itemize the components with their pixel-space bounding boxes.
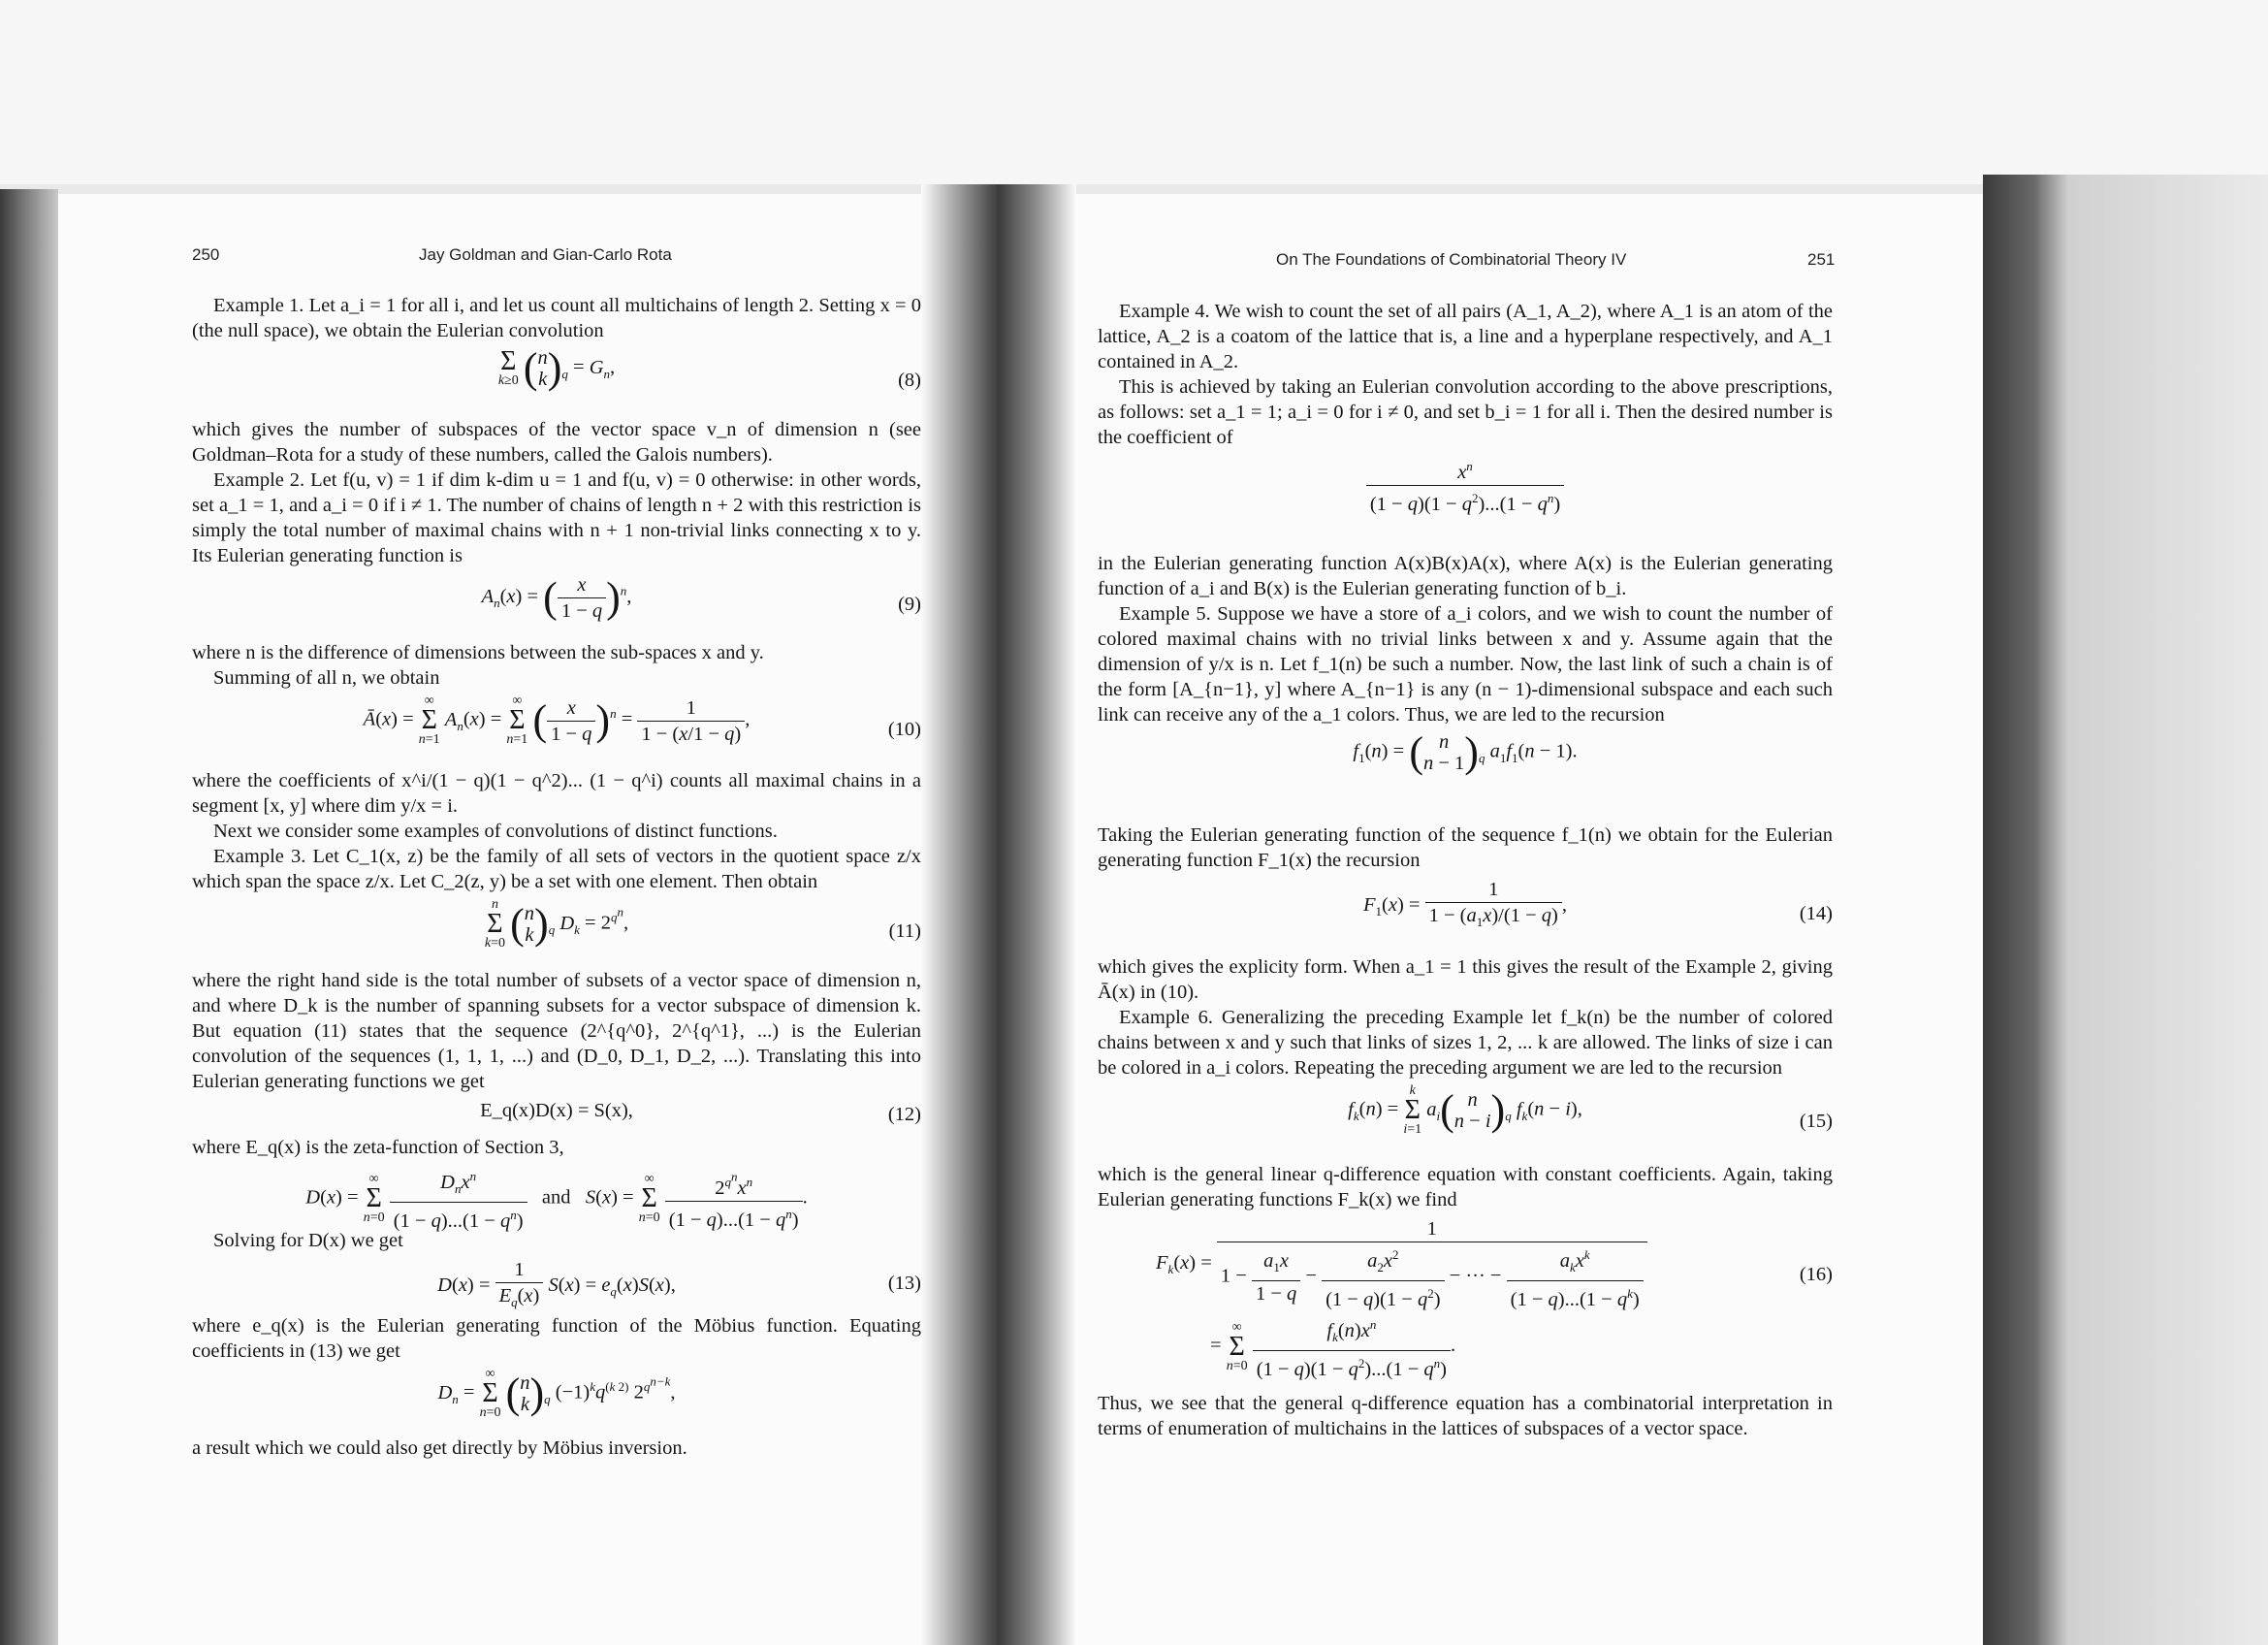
paragraph: where e_q(x) is the Eulerian generating function of the Möbius function. Equating coefficients in (13) we get: [192, 1315, 921, 1362]
paragraph: which gives the number of subspaces of the vector space v_n of dimension n (see Goldman–Rota for a study of these numbers, called the Galois numbers).: [192, 419, 921, 466]
left-page-number: 250: [192, 245, 220, 264]
paragraph: Example 4. We wish to count the set of all pairs (A_1, A_2), where A_1 is an atom of the lattice, A_2 is a coatom of the lattice that is, a line and a hyperplane respectively, and A_1 contained in A_2.: [1098, 301, 1833, 372]
equation-body: $f_1(n)$ = ( n $n - 1)_q$ $a_1f_1(n - 1)$.: [1353, 728, 1578, 776]
paragraph: where n is the difference of dimensions between the sub-spaces x and y.: [192, 642, 764, 663]
left-text-column: [192, 293, 921, 1461]
paragraph: which gives the explicity form. When a_1 = 1 this gives the result of the Example 2, giving Ā(x) in (10).: [1098, 956, 1833, 1003]
paragraph: which is the general linear q-difference equation with constant coefficients. Again, taking Eulerian generating functions F_k(x) we find: [1098, 1164, 1833, 1210]
right-page-number: 251: [1807, 250, 1836, 269]
equation-body: $F_k(x)$ = 1 1 − $\frac{a_1x}{1 - q}$ − $\frac{a_2x^2}{(1 - q)(1 - q^2)}$ − ··· − $\frac{a_kx^k}{(1 - q)...(1 - q^k)}$ = ∞ Σ n=0 $\frac{f_k(n)x^n}{(1 - q)(1 - q^2)...(1 - q^n)}$ .: [1098, 1216, 1833, 1382]
equation-12: [192, 1098, 921, 1131]
paragraph: Summing of all n, we obtain: [213, 667, 440, 689]
equation-body: n Σ k=0 (n $k)_q$ $D_k = 2^{q^n}$,: [484, 897, 629, 951]
equation-Dn: [192, 1368, 921, 1432]
equation-number: (11): [888, 920, 921, 942]
equation-8: [192, 344, 921, 413]
paragraph: a result which we could also get directly by Möbius inversion.: [192, 1437, 687, 1459]
paragraph: Next we consider some examples of convolutions of distinct functions.: [213, 821, 778, 842]
paragraph: in the Eulerian generating function A(x)B(x)A(x), where A(x) is the Eulerian generating function of a_i and B(x) is the Eulerian generating function of b_i.: [1098, 553, 1833, 599]
top-margin: [0, 0, 2268, 184]
paragraph: Example 3. Let C_1(x, z) be the family of all sets of vectors in the quotient space z/x which span the space z/x. Let C_2(z, y) be a set with one element. Then obtain: [192, 846, 921, 892]
paragraph: Thus, we see that the general q-difference equation has a combinatorial interpretation in terms of enumeration of multichains in the lattices of subspaces of a vector space.: [1098, 1393, 1833, 1439]
equation-recursion-f1: [1098, 728, 1833, 819]
equation-body: $D_n$ = ∞ Σ n=0 (n $k)_q$ $(-1)^kq^{(k 2)}$ $2^{q^{n-k}}$,: [437, 1367, 676, 1420]
right-running-head: On The Foundations of Combinatorial Theory IV: [1276, 250, 1627, 269]
left-edge-shadow: [0, 189, 58, 1645]
equation-number: (13): [887, 1273, 921, 1294]
equation-10: [192, 694, 921, 764]
right-text-column: [1098, 299, 1833, 1441]
equation-9: [192, 572, 921, 636]
book-gutter: [921, 184, 1076, 1645]
equation-11: [192, 898, 921, 964]
equation-coefficient: [1098, 454, 1833, 547]
equation-number: (16): [1799, 1263, 1833, 1285]
paragraph: This is achieved by taking an Eulerian convolution according to the above prescriptions, as follows: set a_1 = 1; a_i = 0 for i ≠ 0, and set b_i = 1 for all i. Then the desired number is the coefficient of: [1098, 376, 1833, 448]
equation-body: Ā(x) = ∞ Σ n=1 $A_n(x)$ = ∞ Σ n=1 ( $\frac{x}{1 - q}$ )$^n$ = $\frac{1}{1 - (x/1 - q)}$ ,: [363, 693, 751, 747]
equation-number: (10): [887, 719, 921, 740]
equation-body: $A_n(x)$ = ( $\frac{x}{1 - q}$ )$^n$,: [481, 573, 632, 622]
equation-body: Σ k≥0 (n $k)_q = G_n$,: [497, 344, 616, 392]
left-running-head: Jay Goldman and Gian-Carlo Rota: [419, 245, 672, 264]
equation-14: [1098, 877, 1833, 951]
paragraph: Example 5. Suppose we have a store of a_i colors, and we wish to count the number of colored maximal chains with no trivial links between x and y. Assume again that the dimension of y/x is n. Let f_1(n) be such a number. Now, the last link of such a chain is of the form [A_{n−1}, y] where A_{n−1} is any (n − 1)-dimensional subspace and each such link can receive any of the a_1 colors. Thus, we are led to the recursion: [1098, 603, 1833, 726]
paragraph: Example 6. Generalizing the preceding Example let f_k(n) be the number of colored chains between x and y such that links of sizes 1, 2, ... k are allowed. The links of size i can be colored in a_i colors. Repeating the preceding argument we are led to the recursion: [1098, 1007, 1833, 1079]
paragraph: where the right hand side is the total number of subsets of a vector space of dimension n, and where D_k is the number of spanning subsets for a vector subspace of dimension k. But equation (11) states that the sequence (2^{q^0}, 2^{q^1}, ...) is the Eulerian convolution of the sequences (1, 1, 1, ...) and (D_0, D_1, D_2, ...). Translating this into Eulerian generating functions we get: [192, 970, 921, 1092]
equation-number: (12): [887, 1104, 921, 1125]
equation-number: (15): [1799, 1111, 1833, 1132]
equation-number: (14): [1799, 903, 1833, 924]
equation-D-S: [192, 1164, 921, 1232]
and-word: and: [541, 1186, 571, 1209]
equation-body: $F_1(x)$ = $\frac{1}{1 - (a_1x)/(1 - q)}$ ,: [1363, 879, 1567, 930]
equation-number: (8): [898, 370, 921, 391]
equation-body: E_q(x)D(x) = S(x),: [480, 1100, 633, 1121]
paragraph: Taking the Eulerian generating function of the sequence f_1(n) we obtain for the Eulerian generating function F_1(x) the recursion: [1098, 824, 1833, 871]
equation-13: [192, 1257, 921, 1309]
equation-body: D(x) = $\frac{1}{E_q(x)}$ $S(x) = e_q(x)S(x)$,: [437, 1259, 676, 1310]
paragraph: Example 2. Let f(u, v) = 1 if dim k-dim u = 1 and f(u, v) = 0 otherwise: in other words, set a_1 = 1, and a_i = 0 if i ≠ 1. The number of chains of length n + 2 with this restriction is simply the total number of maximal chains with n + 1 non-trivial links connecting x to y. Its Eulerian generating function is: [192, 469, 921, 566]
equation-number: (9): [898, 594, 921, 615]
paragraph: where the coefficients of x^i/(1 − q)(1 − q^2)... (1 − q^i) counts all maximal chains in a segment [x, y] where dim y/x = i.: [192, 770, 921, 817]
equation-16: [1098, 1216, 1833, 1387]
equation-body: $\frac{x^n}{(1 - q)(1 - q^2)...(1 - q^n)}$: [1098, 454, 1833, 517]
paragraph: Solving for D(x) we get: [213, 1230, 403, 1251]
equation-body: $f_k(n)$ = k Σ i=1 $a_i$( n $n - i)_q$ $f_k(n - i)$,: [1348, 1083, 1582, 1137]
paragraph: Example 1. Let a_i = 1 for all i, and let us count all multichains of length 2. Setting x = 0 (the null space), we obtain the Eulerian convolution: [192, 295, 921, 341]
right-edge-shadow: [1983, 175, 2268, 1645]
paragraph: where E_q(x) is the zeta-function of Section 3,: [192, 1137, 564, 1158]
equation-15: [1098, 1084, 1833, 1158]
equation-body: D(x) = ∞ Σ n=0 $\frac{D_nx^n}{(1 - q)...(1 - q^n)}$ and S(x) = ∞ Σ n=0 $\frac{2^{q^n}x^n}{(1 - q)...(1 - q^n)}$ .: [192, 1164, 921, 1234]
